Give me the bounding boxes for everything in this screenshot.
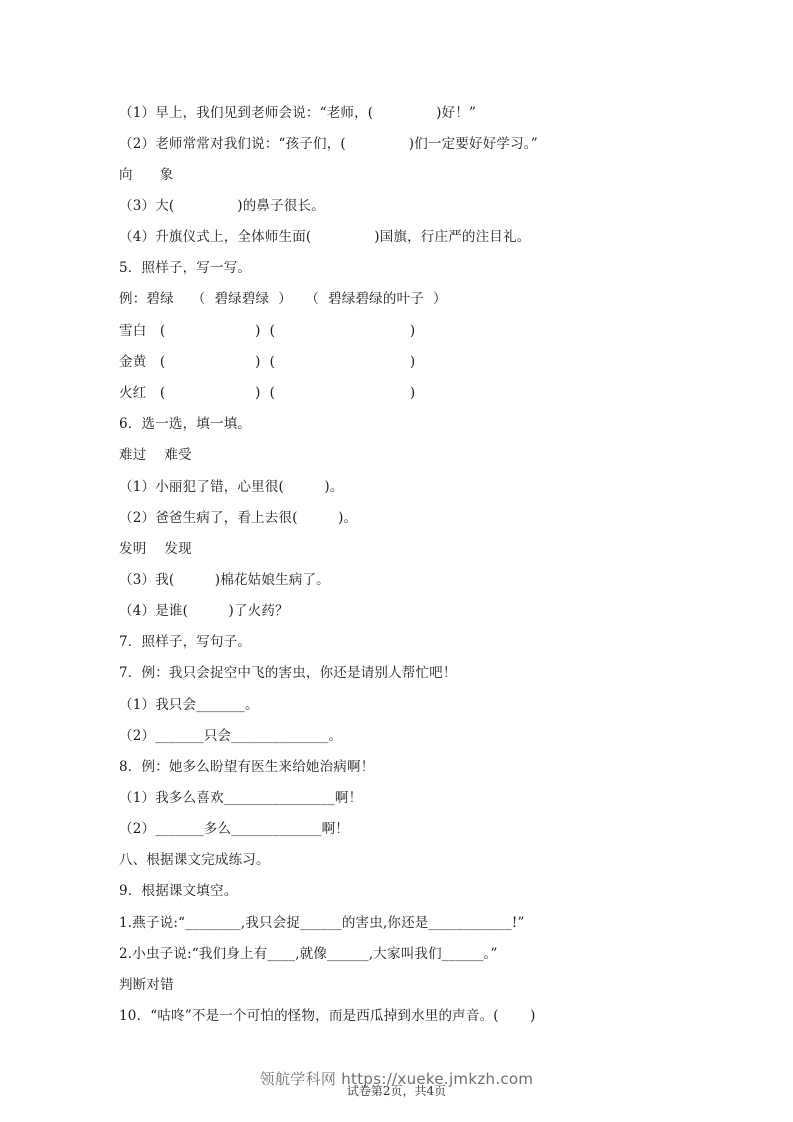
question-line: （2）_______多么_____________啊！ xyxy=(119,821,349,837)
question-line: （2）老师常常对我们说：“孩子们，( )们一定要好好学习。” xyxy=(119,136,538,152)
page-footer: 试卷第2页，共4页 xyxy=(346,1084,447,1098)
question-line: （1）我多么喜欢________________啊！ xyxy=(119,790,363,806)
question-line: （1）我只会_______。 xyxy=(119,697,259,713)
question-line: 金黄 ( ) ( ) xyxy=(119,354,416,370)
question-line: （4）升旗仪式上，全体师生面( )国旗，行庄严的注目礼。 xyxy=(119,229,531,245)
example-line: 8．例：她多么盼望有医生来给她治病啊！ xyxy=(119,759,375,775)
question-line: 雪白 ( ) ( ) xyxy=(119,323,416,339)
question-line: 10．“咕咚”不是一个可怕的怪物，而是西瓜掉到水里的声音。( ) xyxy=(119,1008,536,1024)
watermark-text: 领航学科网 https://xueke.jmkzh.com xyxy=(259,1070,534,1088)
word-choice-line: 发明 发现 xyxy=(119,541,192,557)
question-line: 1.燕子说:“________,我只会捉______的害虫,你还是____________!” xyxy=(119,915,525,931)
section-heading: 5．照样子，写一写。 xyxy=(119,260,252,276)
question-line: 2.小虫子说:“我们身上有____,就像______,大家叫我们______。” xyxy=(119,946,498,962)
section-heading: 7．照样子，写句子。 xyxy=(119,634,252,650)
question-line: （1）小丽犯了错，心里很( )。 xyxy=(119,479,344,495)
question-line: （1）早上，我们见到老师会说：“老师，( )好！” xyxy=(119,105,477,121)
section-heading: 9．根据课文填空。 xyxy=(119,883,238,899)
section-heading: 八、根据课文完成练习。 xyxy=(119,852,270,868)
question-line: 火红 ( ) ( ) xyxy=(119,385,416,401)
question-line: （2）爸爸生病了，看上去很( )。 xyxy=(119,510,358,526)
question-line: （3）我( )棉花姑娘生病了。 xyxy=(119,572,330,588)
question-line: （3）大( )的鼻子很长。 xyxy=(119,198,325,214)
question-line: （4）是谁( )了火药？ xyxy=(119,603,289,619)
example-line: 例：碧绿 （ 碧绿碧绿 ） （ 碧绿碧绿的叶子 ） xyxy=(119,291,447,307)
section-heading: 6．选一选，填一填。 xyxy=(119,416,252,432)
word-choice-line: 难过 难受 xyxy=(119,447,192,463)
word-choice-line: 向 象 xyxy=(119,167,174,183)
example-line: 7．例：我只会捉空中飞的害虫，你还是请别人帮忙吧！ xyxy=(119,665,457,681)
section-heading: 判断对错 xyxy=(119,977,174,993)
question-line: （2）_______只会______________。 xyxy=(119,728,343,744)
